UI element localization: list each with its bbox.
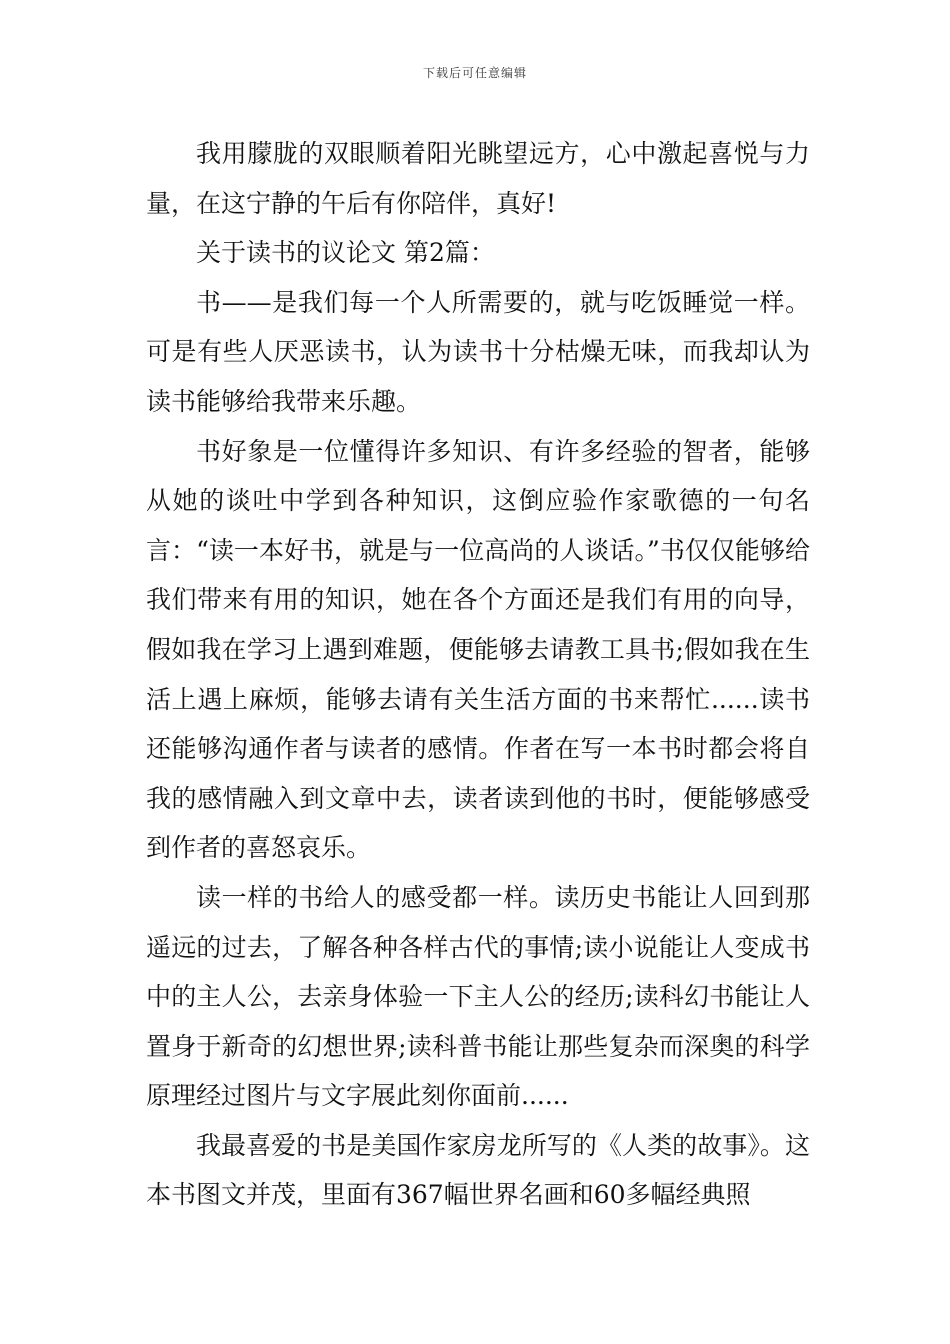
paragraph-5: 我最喜爱的书是美国作家房龙所写的《人类的故事》。这本书图文并茂，里面有367幅世界名画和60多幅经典照 xyxy=(146,1130,810,1210)
paragraph-3: 书好象是一位懂得许多知识、有许多经验的智者，能够从她的谈吐中学到各种知识，这倒应验作家歌德的一句名言：“读一本好书，就是与一位高尚的人谈话。”书仅仅能够给我们带来有用的知识，她在各个方面还是我们有用的向导，假如我在学习上遇到难题，便能够去请教工具书;假如我在生活上遇上麻烦，能够去请有关生活方面的书来帮忙......读书还能够沟通作者与读者的感情。作者在写一本书时都会将自我的感情融入到文章中去，读者读到他的书时，便能够感受到作者的喜怒哀乐。 xyxy=(146,436,810,863)
section-heading: 关于读书的议论文 第2篇： xyxy=(196,238,495,268)
paragraph-1: 我用朦胧的双眼顺着阳光眺望远方，心中激起喜悦与力量，在这宁静的午后有你陪伴，真好! xyxy=(146,139,810,218)
paragraph-2: 书——是我们每一个人所需要的，就与吃饭睡觉一样。可是有些人厌恶读书，认为读书十分枯燥无味，而我却认为读书能够给我带来乐趣。 xyxy=(146,287,810,416)
document-body xyxy=(146,129,810,1220)
paragraph-4: 读一样的书给人的感受都一样。读历史书能让人回到那遥远的过去，了解各种各样古代的事情;读小说能让人变成书中的主人公，去亲身体验一下主人公的经历;读科幻书能让人置身于新奇的幻想世界;读科普书能让那些复杂而深奥的科学原理经过图片与文字展此刻你面前...... xyxy=(146,882,810,1111)
page-header: 下载后可任意编辑 xyxy=(422,66,527,80)
